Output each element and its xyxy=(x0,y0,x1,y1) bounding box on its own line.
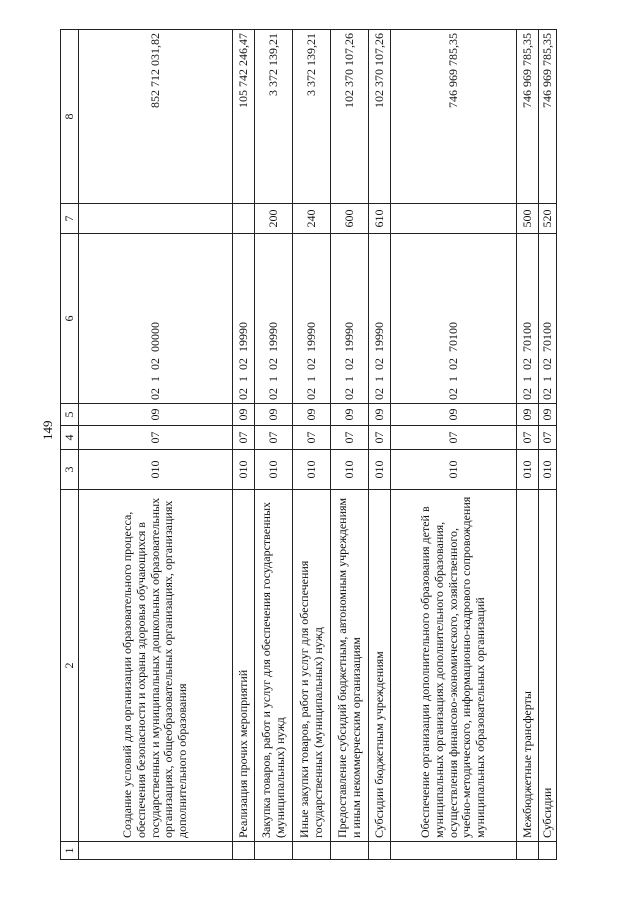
code-expense-type xyxy=(391,204,517,234)
code-expense-type: 600 xyxy=(331,204,369,234)
table-row xyxy=(331,30,369,860)
row-name: Субсидии xyxy=(539,490,557,842)
amount: 746 969 785,35 xyxy=(391,30,517,204)
table-row xyxy=(369,30,391,860)
code-expense-type: 610 xyxy=(369,204,391,234)
code-expense-type: 240 xyxy=(293,204,331,234)
amount: 3 372 139,21 xyxy=(293,30,331,204)
code-target: 02 1 02 19990 xyxy=(369,234,391,404)
code-admin: 010 xyxy=(79,450,233,490)
table-row xyxy=(255,30,293,860)
code-subsection: 09 xyxy=(369,404,391,426)
code-section: 07 xyxy=(391,426,517,450)
code-expense-type xyxy=(79,204,233,234)
code-admin: 010 xyxy=(293,450,331,490)
code-expense-type: 200 xyxy=(255,204,293,234)
code-admin: 010 xyxy=(233,450,255,490)
code-section: 07 xyxy=(539,426,557,450)
code-admin: 010 xyxy=(369,450,391,490)
code-subsection: 09 xyxy=(391,404,517,426)
table-row xyxy=(233,30,255,860)
code-subsection: 09 xyxy=(293,404,331,426)
row-index xyxy=(293,842,331,860)
header-col-2: 2 xyxy=(61,490,79,842)
row-index xyxy=(517,842,539,860)
code-target: 02 1 02 19990 xyxy=(293,234,331,404)
amount: 102 370 107,26 xyxy=(369,30,391,204)
code-section: 07 xyxy=(517,426,539,450)
row-index xyxy=(391,842,517,860)
amount: 3 372 139,21 xyxy=(255,30,293,204)
row-name: Создание условий для организации образовательного процесса, обеспечения безопасности и охраны здоровья обучающихся в государственных и муниципальных дошкольных образовательных организациях, общеобразовательных организациях, организациях дополнительного образования xyxy=(79,490,233,842)
code-expense-type: 520 xyxy=(539,204,557,234)
table-row xyxy=(517,30,539,860)
code-target: 02 1 02 00000 xyxy=(79,234,233,404)
code-section: 07 xyxy=(293,426,331,450)
header-col-5: 5 xyxy=(61,404,79,426)
code-target: 02 1 02 19990 xyxy=(331,234,369,404)
amount: 746 969 785,35 xyxy=(539,30,557,204)
code-subsection: 09 xyxy=(255,404,293,426)
code-subsection: 09 xyxy=(233,404,255,426)
code-subsection: 09 xyxy=(79,404,233,426)
code-target: 02 1 02 70100 xyxy=(517,234,539,404)
table-row xyxy=(79,30,233,860)
table-row xyxy=(539,30,557,860)
code-admin: 010 xyxy=(255,450,293,490)
header-row xyxy=(61,30,79,860)
table-row xyxy=(391,30,517,860)
header-col-6: 6 xyxy=(61,234,79,404)
row-index xyxy=(255,842,293,860)
code-section: 07 xyxy=(331,426,369,450)
code-target: 02 1 02 70100 xyxy=(391,234,517,404)
code-section: 07 xyxy=(255,426,293,450)
row-name: Реализация прочих мероприятий xyxy=(233,490,255,842)
code-admin: 010 xyxy=(539,450,557,490)
row-name: Иные закупки товаров, работ и услуг для обеспечения государственных (муниципальных) нужд xyxy=(293,490,331,842)
code-section: 07 xyxy=(79,426,233,450)
row-name: Предоставление субсидий бюджетным, автономным учреждениям и иным некоммерческим организациям xyxy=(331,490,369,842)
amount: 852 712 031,82 xyxy=(79,30,233,204)
amount: 102 370 107,26 xyxy=(331,30,369,204)
page-number: 149 xyxy=(40,420,55,440)
code-subsection: 09 xyxy=(331,404,369,426)
row-index xyxy=(79,842,233,860)
code-admin: 010 xyxy=(331,450,369,490)
row-index xyxy=(233,842,255,860)
code-subsection: 09 xyxy=(539,404,557,426)
code-expense-type: 500 xyxy=(517,204,539,234)
table-row xyxy=(293,30,331,860)
code-target: 02 1 02 19990 xyxy=(255,234,293,404)
code-section: 07 xyxy=(369,426,391,450)
code-subsection: 09 xyxy=(517,404,539,426)
code-section: 07 xyxy=(233,426,255,450)
header-col-8: 8 xyxy=(61,30,79,204)
header-col-3: 3 xyxy=(61,450,79,490)
row-name: Закупка товаров, работ и услуг для обеспечения государственных (муниципальных) нужд xyxy=(255,490,293,842)
row-index xyxy=(369,842,391,860)
amount: 746 969 785,35 xyxy=(517,30,539,204)
row-index xyxy=(539,842,557,860)
row-name: Межбюджетные трансферты xyxy=(517,490,539,842)
row-index xyxy=(331,842,369,860)
header-col-7: 7 xyxy=(61,204,79,234)
code-target: 02 1 02 19990 xyxy=(233,234,255,404)
code-target: 02 1 02 70100 xyxy=(539,234,557,404)
amount: 105 742 246,47 xyxy=(233,30,255,204)
code-expense-type xyxy=(233,204,255,234)
budget-table xyxy=(60,29,557,860)
header-col-4: 4 xyxy=(61,426,79,450)
budget-table-container xyxy=(60,30,554,860)
header-col-1: 1 xyxy=(61,842,79,860)
code-admin: 010 xyxy=(517,450,539,490)
row-name: Субсидии бюджетным учреждениям xyxy=(369,490,391,842)
code-admin: 010 xyxy=(391,450,517,490)
row-name: Обеспечение организации дополнительного образования детей в муниципальных организациях дополнительного образования, осуществления финансово-экономического, хозяйственного, учебно-методического, информационно-кадрового сопровождения муниципальных образовательных организаций xyxy=(391,490,517,842)
